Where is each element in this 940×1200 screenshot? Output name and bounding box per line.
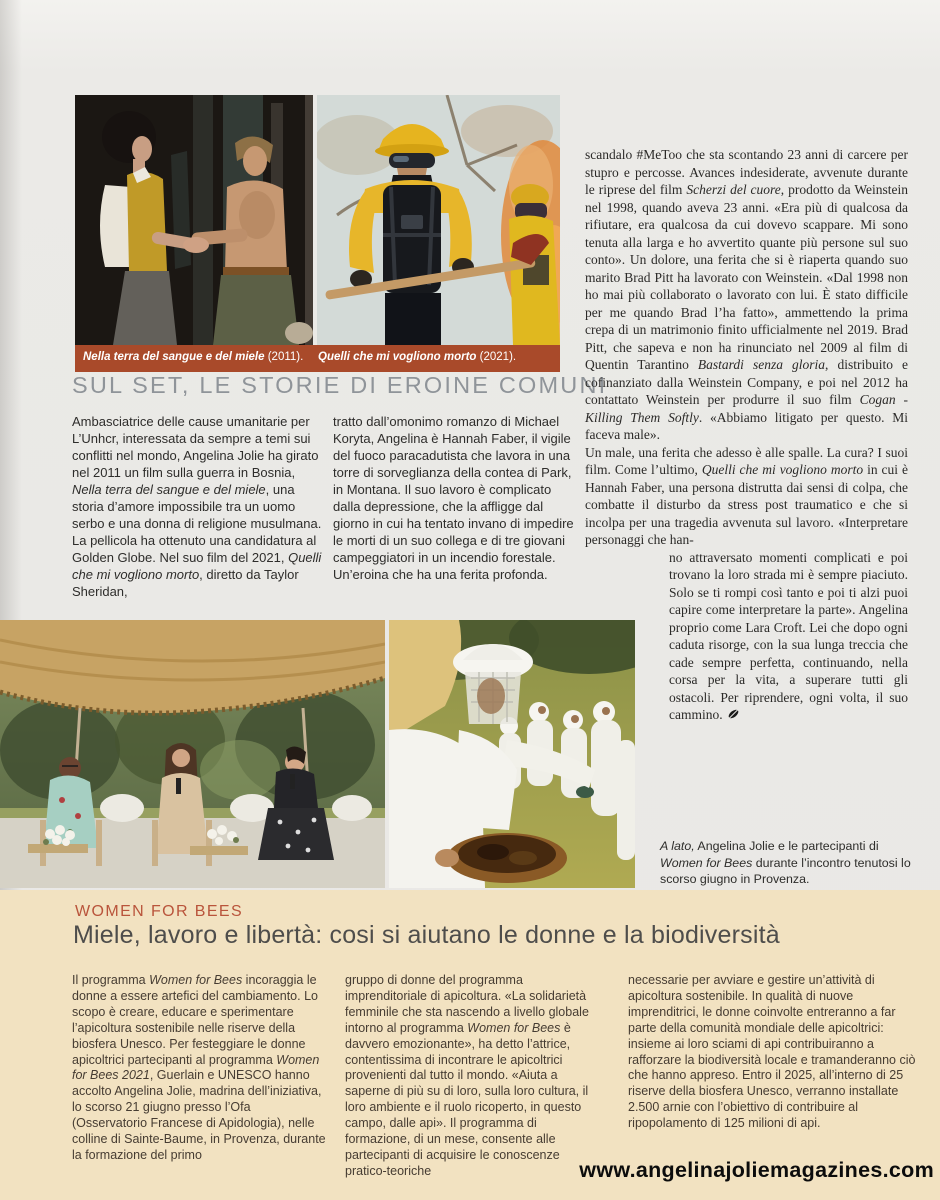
film-still-those-who-wish-me-dead-illustration xyxy=(317,95,560,345)
section-headline: SUL SET, LE STORIE DI EROINE COMUNI xyxy=(72,372,608,398)
film-caption-right-year: (2021). xyxy=(476,351,517,363)
panel-talk-illustration xyxy=(0,620,385,888)
article-paragraph-2-start: Un male, una ferita che adesso è alle spalle. La cura? I suoi film. Come l’ultimo, Quelli che mi vogliono morto in cui è Hannah Faber, una persona distrutta dai sensi di colpa, che combatte il disturbo da stress post traumatico e che si incolpa per una tragedia avvenuta sul lavoro. «Interpretare personaggi che han- xyxy=(585,444,908,547)
women-for-bees-section xyxy=(0,890,940,1200)
women-for-bees-panel-photo xyxy=(0,620,385,888)
article-end-leaf-icon xyxy=(727,708,740,720)
section-kicker: WOMEN FOR BEES xyxy=(75,903,244,920)
article-paragraph-2-wrapped-text: no attraversato momenti complicati e poi trovano la loro strada mi è sempre piaciuto. Solo se ti rompi così tanto e poi ti alzi puoi capire come interpretare la parte». Angelina proprio come Lara Croft. Lei che dopo ogni caduta risorge, con la sua lunga treccia che cade sempre perfetta, continuando, nella corsa per la vita, a superare tutti gli ostacoli. Per riprendere, ogni volta, il suo cammino. xyxy=(669,549,908,722)
article-paragraph-1: scandalo #MeToo che sta scontando 23 anni di carcere per stupro e percosse. Avances indesiderate, avvenute durante le riprese del film Scherzi del cuore, prodotto da Weinstein nel 1998, quando aveva 23 anni. «Era più di qualcosa da rifiutare, era qualcosa da cui dovevo scappare. Mi sono tenuta alla larga e ho avvertito quante più persone sul suo conto». Un dolore, una ferita che si è riaperta quando suo marito Brad Pitt ha lavorato con Weinstein. «Dal 1998 non ho mai più collaborato o lavorato con lui. È stato difficile per me quando Brad l’ha fatto», ammettendo la prima crepa di un matrimonio finito ufficialmente nel 2019. Brad Pitt, che sapeva e non ha rinunciato nel 2009 al film di Quentin Tarantino Bastardi senza gloria, distribuito e cofinanziato dalla Weinstein Company, e poi nel 2012 ha contattato Weinstein per produrre il suo film Cogan - Killing Them Softly. «Abbiamo litigato per questo. Mi faceva male». xyxy=(585,147,909,442)
film-captions-band xyxy=(75,345,560,372)
bees-text-column-1: Il programma Women for Bees incoraggia le donne a essere artefici del cambiamento. Lo scopo è creare, educare e sperimentare l’apicoltura sostenibile nelle riserve della biosfera Unesco. Per festeggiare le donne apicoltrici partecipanti al programma Women for Bees 2021, Guerlain e UNESCO hanno accolto Angelina Jolie, madrina dell’iniziativa, lo scorso 21 giugno presso l’Ofa (Osservatorio Francese di Apidologia), nelle colline di Sainte-Baume, in Provenza, durante la formazione del primo xyxy=(72,973,326,1162)
film-caption-left xyxy=(83,351,303,363)
film-still-blood-and-honey-photo xyxy=(75,95,313,345)
bees-section-title: Miele, lavoro e libertà: cosi si aiutano le donne e la biodiversità xyxy=(73,921,780,949)
film-still-blood-and-honey-illustration xyxy=(75,95,313,345)
film-still-those-who-wish-me-dead-photo xyxy=(317,95,560,345)
film-text-column-2: tratto dall’omonimo romanzo di Michael Koryta, Angelina è Hannah Faber, il vigile del fuoco paracadutista che lavora in una torre di sorveglianza della contea di Park, in Montana. Il suo lavoro è complicato dalla depressione, che la affligge dal giorno in cui ha tentato invano di impedire le morti di un suo collega e di tre giovani campeggiatori in un incendio forestale. Un’eroina che ha una ferita profonda. xyxy=(333,414,574,582)
beekeepers-illustration xyxy=(389,620,635,888)
film-caption-left-title: Nella terra del sangue e del miele xyxy=(83,351,265,363)
film-text-column-1: Ambasciatrice delle cause umanitarie per L’Unhcr, interessata da sempre a temi sui conflitti nel mondo, Angelina Jolie ha girato nel 2011 un film sulla guerra in Bosnia, Nella terra del sangue e del miele, una storia d’amore impossibile tra un uomo serbo e una donna di religione musulmana. La pellicola ha ottenuto una candidatura al Golden Globe. Nel suo film del 2021, Quelli che mi vogliono morto, diretto da Taylor Sheridan, xyxy=(72,414,322,599)
bees-photo-caption: A lato, Angelina Jolie e le partecipanti di Women for Bees durante l’incontro tenutosi lo scorso giugno in Provenza. xyxy=(660,839,911,886)
article-paragraph-2-wrapped xyxy=(669,549,908,724)
site-watermark: www.angelinajoliemagazines.com xyxy=(579,1158,934,1182)
film-caption-left-year: (2011). xyxy=(264,351,304,363)
film-caption-right-title: Quelli che mi vogliono morto xyxy=(318,351,477,363)
bees-text-column-2: gruppo di donne del programma imprenditoriale di apicoltura. «La solidarietà femminile che sta nascendo a livello globale intorno al programma Women for Bees è davvero emozionante», ha detto l’attrice, contentissima di incontrare le apicoltrici provenienti dal tutto il mondo. «Aiuta a saperne di più su di loro, sulla loro cultura, il loro ambiente e il ruolo ricoperto, in questo campo, dalle api». Il programma di formazione, di un mese, consente alle partecipanti di acquisire le conoscenze pratico-teoriche xyxy=(345,973,589,1178)
bees-text-column-3: necessarie per avviare e gestire un’attività di apicoltura sostenibile. In qualità di nuove imprenditrici, le donne coinvolte entreranno a far parte della comunità mondiale delle apicoltrici: insieme ai loro sciami di api contribuiranno a rafforzare la biodiversità locale e tramanderanno ciò che hanno appreso. Entro il 2025, all’interno di 25 riserve della biosfera Unesco, verranno installate 2.500 arnie con l’obiettivo di contribuire al ripopolamento di 125 milioni di api. xyxy=(628,973,916,1131)
beekeepers-photo xyxy=(389,620,635,888)
film-caption-right xyxy=(318,351,516,363)
